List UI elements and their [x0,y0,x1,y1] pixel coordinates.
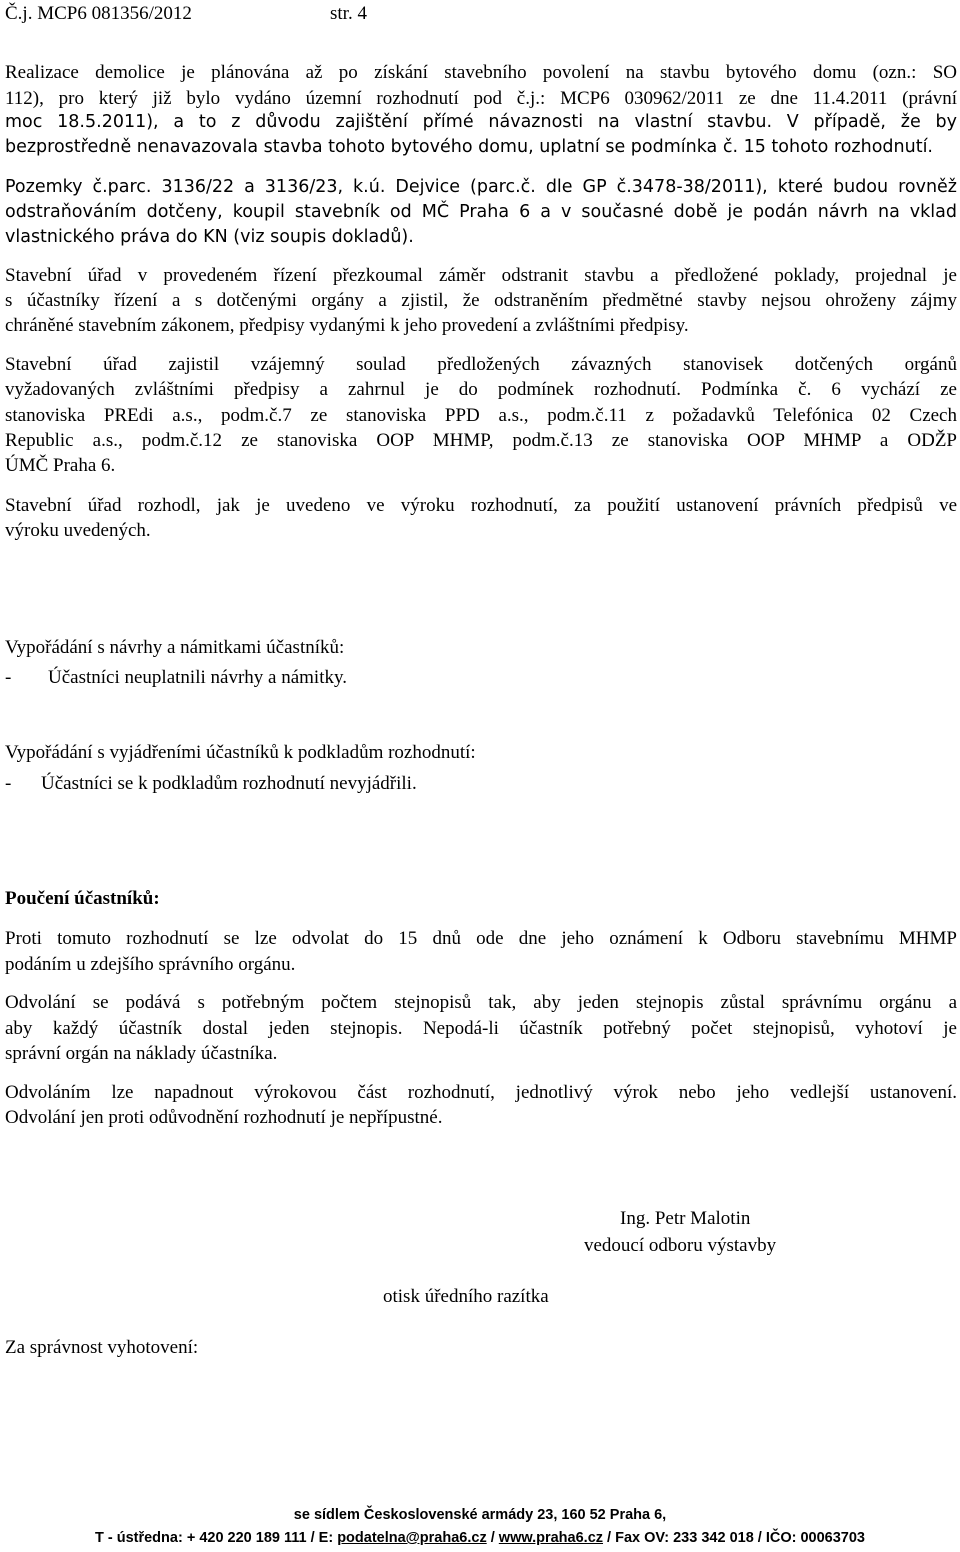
text-line: moc 18.5.2011), a to z důvodu zajištění přímé návaznosti na vlastní stavbu. V případě, že by [5,112,957,132]
section-heading-statements: Vypořádání s vyjádřeními účastníků k podkladům rozhodnutí: [5,742,476,763]
text-line: Odvolání jen proti odůvodnění rozhodnutí je nepřípustné. [5,1107,443,1128]
footer-contacts [0,1530,960,1546]
text-line: bezprostředně nenavazovala stavba tohoto bytového domu, uplatní se podmínka č. 15 tohoto rozhodnutí. [5,137,933,157]
text-line: správní orgán na náklady účastníka. [5,1043,278,1064]
list-item: Účastníci se k podkladům rozhodnutí nevyjádřili. [41,773,417,794]
section-heading-objections: Vypořádání s návrhy a námitkami účastníků: [5,637,345,658]
text-line: Realizace demolice je plánována až po získání stavebního povolení na stavbu bytového domu (ozn.: SO [5,62,957,83]
text-line: Republic a.s., podm.č.12 ze stanoviska OOP MHMP, podm.č.13 ze stanoviska OOP MHMP a ODŽP [5,430,957,451]
text-line: Odvoláním lze napadnout výrokovou část rozhodnutí, jednotlivý výrok nebo jeho vedlejší ustanovení. [5,1082,957,1103]
page-number: str. 4 [330,3,367,24]
text-line: 112), pro který již bylo vydáno územní rozhodnutí pod č.j.: MCP6 030962/2011 ze dne 11.4.2011 (právní [5,88,957,109]
footer-web-link[interactable]: www.praha6.cz [498,1530,604,1546]
footer-fax-ico: / Fax OV: 233 342 018 / IČO: 00063703 [603,1530,865,1546]
text-line: stanoviska PREdi a.s., podm.č.7 ze stanoviska PPD a.s., podm.č.11 z požadavků Telefónica 02 Czech [5,405,957,426]
stamp-placeholder: otisk úředního razítka [383,1286,549,1307]
footer-separator: / [486,1530,499,1546]
text-line: odstraňováním dotčeny, koupil stavebník od MČ Praha 6 a v současné době je podán návrh na vklad [5,202,957,222]
correctness-label: Za správnost vyhotovení: [5,1337,199,1358]
text-line: Stavební úřad v provedeném řízení přezkoumal záměr odstranit stavbu a předložené poklady, projednal je [5,265,957,286]
text-line: Pozemky č.parc. 3136/22 a 3136/23, k.ú. Dejvice (parc.č. dle GP č.3478-38/2011), které budou rovněž [5,177,957,197]
signatory-role: vedoucí odboru výstavby [584,1235,777,1256]
signatory-name: Ing. Petr Malotin [620,1208,751,1229]
list-dash: - [5,773,12,794]
text-line: Odvolání se podává s potřebným počtem stejnopisů tak, aby jeden stejnopis zůstal správnímu orgánu a [5,992,957,1013]
text-line: Proti tomuto rozhodnutí se lze odvolat do 15 dnů ode dne jeho oznámení k Odboru stavebnímu MHMP [5,928,957,949]
text-line: aby každý účastník dostal jeden stejnopis. Nepodá-li účastník potřebný počet stejnopisů, vyhotoví je [5,1018,957,1039]
text-line: výroku uvedených. [5,520,151,541]
text-line: Stavební úřad zajistil vzájemný soulad předložených závazných stanovisek dotčených orgánů [5,354,957,375]
text-line: s účastníky řízení a s dotčenými orgány a zjistil, že odstraněním předmětné stavby nejsou ohroženy zájmy [5,290,957,311]
document-reference: Č.j. MCP6 081356/2012 [5,3,192,24]
text-line: chráněné stavebním zákonem, předpisy vydanými k jeho provedení a zvláštními předpisy. [5,315,689,336]
footer-phone: T - ústředna: + 420 220 189 111 / E: [94,1530,338,1546]
text-line: ÚMČ Praha 6. [5,455,116,476]
footer-address: se sídlem Československé armády 23, 160 52 Praha 6, [293,1507,667,1523]
text-line: vyžadovaných zvláštními předpisy a zahrnul je do podmínek rozhodnutí. Podmínka č. 6 vychází ze [5,379,957,400]
list-item: Účastníci neuplatnili návrhy a námitky. [48,667,347,688]
footer-email-link[interactable]: podatelna@praha6.cz [337,1530,487,1546]
instructions-heading: Poučení účastníků: [5,888,160,909]
text-line: vlastnického práva do KN (viz soupis dokladů). [5,227,414,247]
text-line: Stavební úřad rozhodl, jak je uvedeno ve výroku rozhodnutí, za použití ustanovení právních předpisů ve [5,495,957,516]
text-line: podáním u zdejšího správního orgánu. [5,954,296,975]
list-dash: - [5,667,12,688]
